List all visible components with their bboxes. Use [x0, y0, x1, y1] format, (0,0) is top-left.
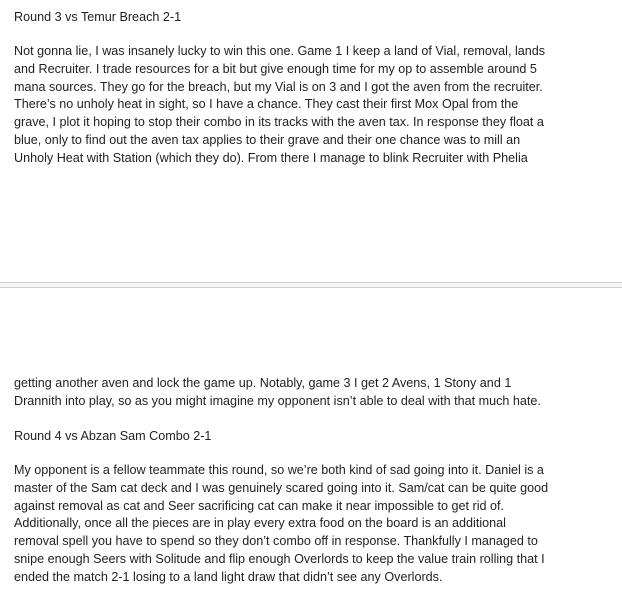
paragraph-line: getting another aven and lock the game up. Notably, game 3 I get 2 Avens, 1 Stony and 1: [14, 376, 512, 390]
paragraph-line: Not gonna lie, I was insanely lucky to win this one. Game 1 I keep a land of Vial, removal, lands: [14, 44, 546, 58]
round-3-heading: [14, 9, 610, 27]
paragraph-line: ended the match 2-1 losing to a land light draw that didn’t see any Overlords.: [14, 569, 443, 584]
round-4-heading: [14, 428, 610, 446]
paragraph-line: mana sources. They go for the breach, but my Vial is on 3 and I got the aven from the recruiter.: [14, 79, 543, 94]
paragraph-line: grave, I plot it hoping to stop their combo in its tracks with the aven tax. In response they float a: [14, 115, 544, 130]
paragraph-line: There’s no unholy heat in sight, so I have a chance. They cast their first Mox Opal from the: [14, 97, 519, 112]
paragraph-line: master of the Sam cat deck and I was genuinely scared going into it. Sam/cat can be quite good: [14, 480, 549, 495]
paragraph-line: blue, only to find out the aven tax applies to their grave and their one chance was to mill an: [14, 132, 521, 147]
heading-line: Round 4 vs Abzan Sam Combo 2-1: [14, 429, 212, 443]
paragraph-line: removal spell you have to spend so they don’t combo off in response. Thankfully I managed to: [14, 534, 538, 549]
round-3-paragraph: [14, 43, 610, 168]
paragraph-line: against removal as cat and Seer sacrificing cat can make it near impossible to get rid of.: [14, 498, 504, 513]
paragraph-line: Drannith into play, so as you might imagine my opponent isn’t able to deal with that much hate.: [14, 393, 541, 408]
paragraph-line: and Recruiter. I trade resources for a bit but give enough time for my op to assemble around 5: [14, 61, 537, 76]
document-page-top: [0, 0, 622, 282]
paragraph-line: Additionally, once all the pieces are in play every extra food on the board is an additional: [14, 516, 506, 531]
round-4-paragraph: [14, 462, 610, 587]
heading-line: Round 3 vs Temur Breach 2-1: [14, 10, 182, 24]
paragraph-line: Unholy Heat with Station (which they do). From there I manage to blink Recruiter with Phelia: [14, 150, 528, 165]
paragraph-line: snipe enough Seers with Solitude and flip enough Overlords to keep the value train rolling that I: [14, 551, 545, 566]
document-page-bottom: [0, 288, 622, 602]
paragraph-line: My opponent is a fellow teammate this round, so we’re both kind of sad going into it. Daniel is a: [14, 463, 544, 477]
round-3-paragraph-continued: [14, 375, 610, 411]
